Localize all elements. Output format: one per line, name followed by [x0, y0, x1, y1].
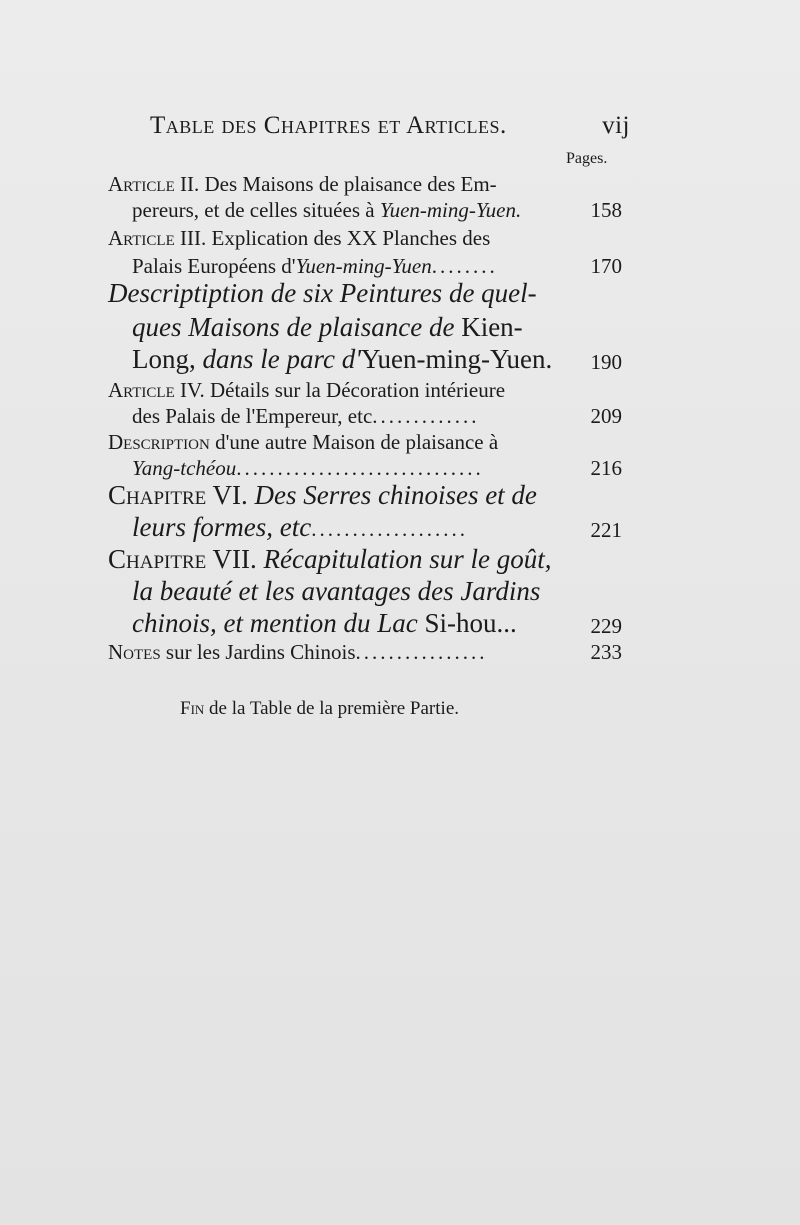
toc-line — [108, 480, 622, 514]
toc-line — [108, 456, 622, 482]
page-number: 216 — [590, 456, 622, 480]
leader-dots: ........ — [431, 254, 498, 278]
entry-text: Kien- — [461, 312, 523, 342]
entry-label: Article IV. — [108, 378, 205, 402]
entry-label: Chapitre VI. — [108, 480, 248, 510]
toc-line — [108, 172, 622, 198]
leader-dots: ................... — [311, 517, 468, 541]
entry-label: Article III. — [108, 226, 207, 250]
entry-text: d'une autre Maison de plaisance à — [209, 430, 499, 454]
entry-text: Des Maisons de plaisance des Em- — [199, 172, 497, 196]
entry-text: Palais Européens d' — [132, 254, 296, 278]
entry-italic: Descriptiption de six Peintures de quel- — [108, 278, 537, 308]
entry-text: Si-hou... — [424, 608, 517, 638]
entry-italic: chinois, et mention du Lac — [132, 608, 425, 638]
page-number: 170 — [590, 254, 622, 278]
entry-italic: Yang-tchéou — [132, 456, 237, 480]
entry-italic: Yuen-ming-Yuen — [295, 254, 432, 278]
entry-italic: dans le parc d' — [202, 344, 362, 374]
entry-text: sur les Jardins Chinois — [160, 640, 356, 664]
toc-line — [108, 544, 622, 578]
fin-text: de la Table de la première Partie. — [204, 698, 459, 719]
toc-line — [108, 404, 622, 430]
folio-number: vij — [602, 112, 630, 139]
entry-italic: Yuen-ming-Yuen. — [379, 198, 522, 222]
toc-line — [108, 312, 622, 346]
toc-line — [108, 254, 622, 280]
entry-text: Long, — [132, 344, 203, 374]
entry-italic: Des Serres chinoises et de — [247, 480, 537, 510]
leader-dots: ................ — [355, 640, 488, 664]
running-header — [150, 112, 630, 140]
toc-line — [108, 344, 622, 378]
leader-dots: ............. — [372, 404, 480, 428]
toc-line — [108, 640, 622, 666]
page-number: 233 — [590, 640, 622, 664]
page-number: 221 — [590, 518, 622, 542]
entry-label: Description — [108, 430, 210, 454]
entry-italic: leurs formes, etc — [132, 512, 312, 542]
toc-line — [108, 576, 622, 610]
entry-italic: la beauté et les avantages des Jardins — [132, 576, 541, 606]
page-title: Table des Chapitres et Articles. — [150, 112, 507, 139]
entry-text: Détails sur la Décoration intérieure — [204, 378, 506, 402]
end-of-table-note — [180, 698, 459, 720]
toc-line — [108, 226, 622, 252]
fin-label: Fin — [180, 698, 205, 719]
toc-line — [108, 378, 622, 404]
entry-label: Notes — [108, 640, 161, 664]
leader-dots: .............................. — [236, 456, 484, 480]
entry-label: Chapitre VII. — [108, 544, 257, 574]
entry-italic: Récapitulation sur le goût, — [256, 544, 552, 574]
entry-text: des Palais de l'Empereur, etc — [132, 404, 373, 428]
entry-text: Explication des XX Planches des — [206, 226, 491, 250]
toc-line — [108, 278, 622, 312]
toc-line — [108, 430, 622, 456]
page-number: 229 — [590, 614, 622, 638]
page-number: 190 — [590, 350, 622, 374]
page-number: 209 — [590, 404, 622, 428]
entry-label: Article II. — [108, 172, 200, 196]
toc-line — [108, 608, 622, 642]
entry-text: pereurs, et de celles situées à — [132, 198, 380, 222]
page-number: 158 — [590, 198, 622, 222]
entry-italic: ques Maisons de plaisance de — [132, 312, 462, 342]
entry-text: Yuen-ming-Yuen. — [361, 344, 553, 374]
toc-line — [108, 512, 622, 546]
toc-line — [108, 198, 622, 224]
pages-column-label: Pages. — [566, 150, 608, 167]
